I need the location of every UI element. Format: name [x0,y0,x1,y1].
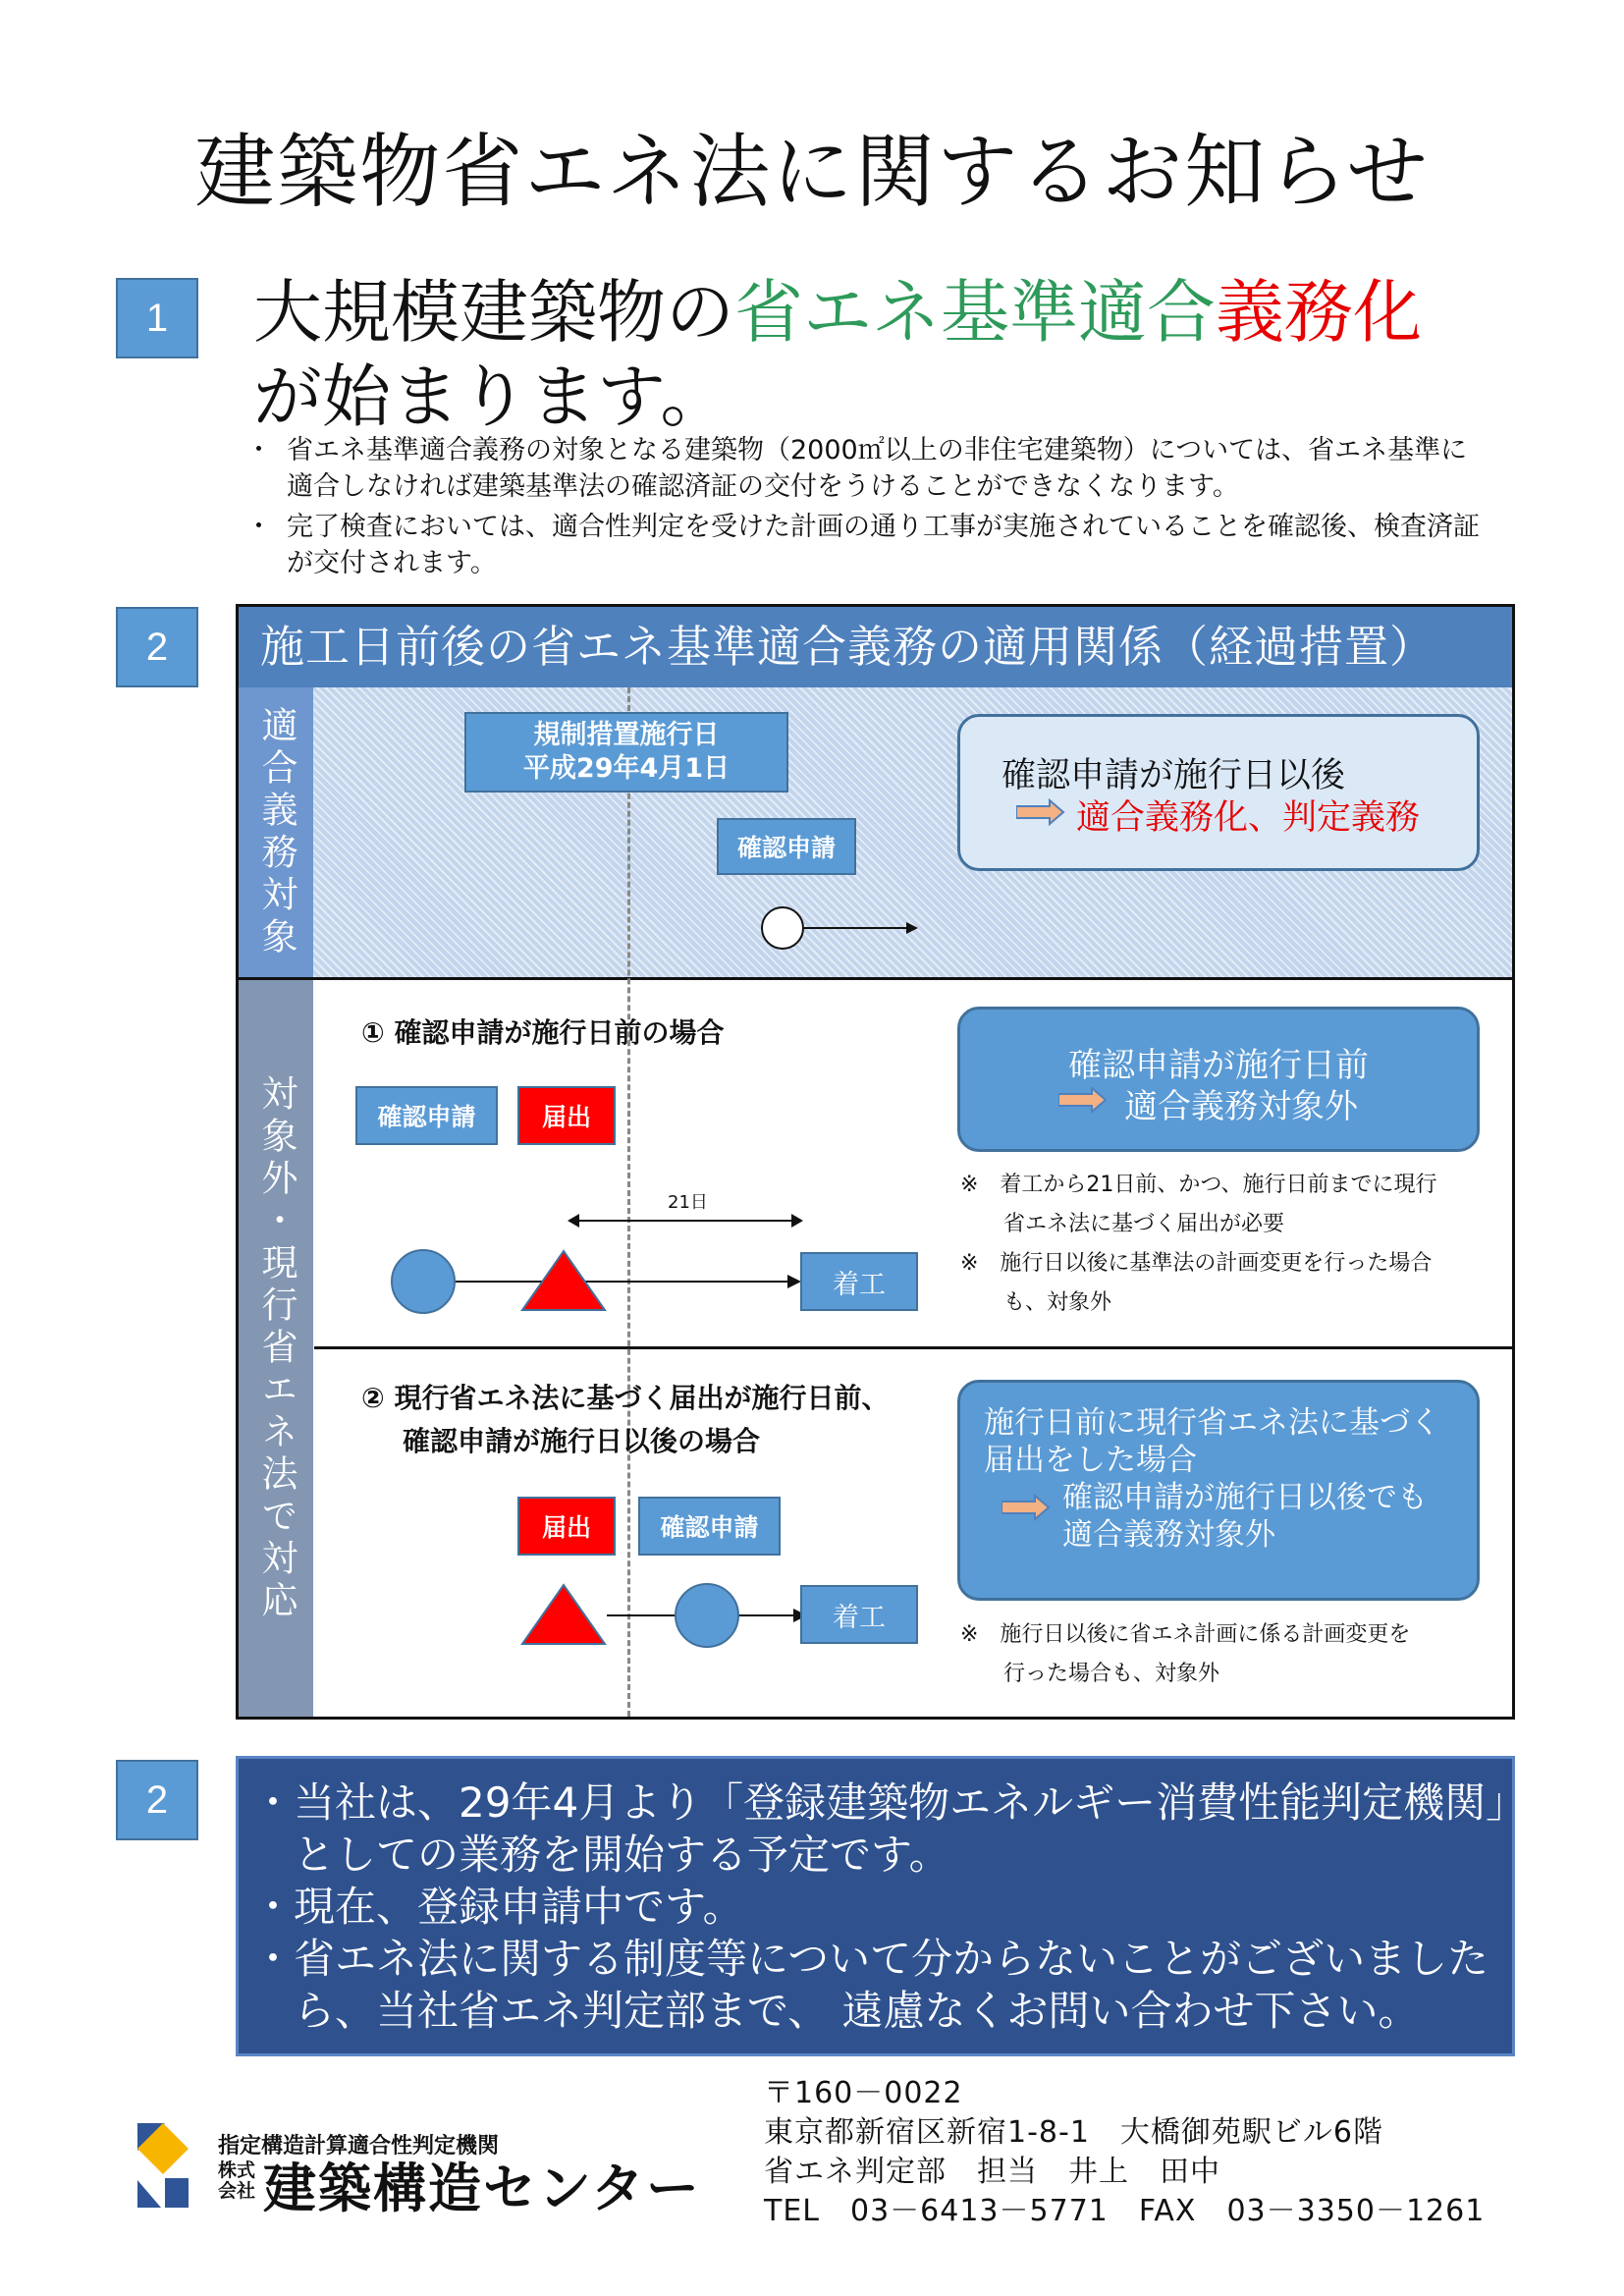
case2-notes [960,1615,1410,1694]
result-case1-line2: 適合義務対象外 [1124,1087,1358,1126]
arrow-right-icon [804,918,918,938]
result-case1-line1: 確認申請が施行日前 [1068,1046,1369,1085]
notice-line: ・現在、登録申請中です。 [252,1883,744,1931]
construction-start-box: 着工 [800,1585,918,1644]
application-box: 確認申請 [638,1497,781,1556]
result-case2-line: 施行日前に現行省エネ法に基づく [984,1405,1440,1441]
headline-part-red: 義務化 [1216,272,1422,353]
application-box: 確認申請 [355,1086,498,1145]
note-line: も、対象外 [960,1290,1112,1315]
address: 東京都新宿区新宿1-8-1 大橋御苑駅ビル6階 [764,2115,1383,2150]
bullet-text: 省エネ基準適合義務の対象となる建築物（2000㎡以上の非住宅建築物）については、省エネ基準に適合しなければ建築基準法の確認済証の交付をうけることができなくなります。 [287,435,1468,502]
phone-fax: TEL 03－6413－5771 FAX 03－3350－1261 [764,2194,1486,2228]
bullet-item [245,432,1483,505]
case2-title-line: ② 現行省エネ法に基づく届出が施行日前、 [361,1382,890,1414]
headline-part-d: が始まります。 [253,356,730,437]
section1-bullets [245,432,1483,585]
arrow-right-icon [1001,1494,1051,1521]
case1-title: ① 確認申請が施行日前の場合 [361,1016,725,1049]
note-line: 省エネ法に基づく届出が必要 [960,1212,1285,1236]
notice-line: としての業務を開始する予定です。 [252,1831,950,1879]
side-label-mandatory: 適合義務対象 [239,687,313,977]
divider [314,1346,1512,1349]
notification-box: 届出 [517,1086,616,1145]
result-case2-line: 適合義務対象外 [1062,1517,1275,1553]
side-label-exempt: 対象外・現行省エネ法で対応 [239,980,313,1717]
bullet-dot: ・ [245,512,272,542]
section1-headline [253,270,1530,439]
org-kabushiki: 株式会社 [218,2159,256,2202]
case2-title-line: 確認申請が施行日以後の場合 [403,1425,761,1457]
result-case2-text [984,1404,1440,1554]
result-box-line2: 適合義務化、判定義務 [1076,798,1421,838]
org-type-label: 指定構造計算適合性判定機関 [218,2134,500,2159]
construction-start-box: 着工 [800,1252,918,1311]
case2-title [361,1377,889,1463]
case1-notes [960,1166,1437,1323]
notice-line: ら、当社省エネ判定部まで、 遠慮なくお問い合わせ下さい。 [252,1987,1420,2035]
divider [239,977,1512,980]
days-label: 21日 [668,1192,708,1213]
headline-part-green: 省エネ基準適合 [734,272,1216,353]
bullet-item [245,509,1483,581]
bullet-text: 完了検査においては、適合性判定を受けた計画の通り工事が実施されていることを確認後、検査済証が交付されます。 [287,512,1480,578]
result-box-line1: 確認申請が施行日以後 [1001,756,1346,795]
note-line: ※ 施行日以後に省エネ計画に係る計画変更を [960,1622,1411,1647]
bullet-dot: ・ [245,435,272,465]
page-title: 建築物省エネ法に関するお知らせ [194,126,1430,219]
note-line: ※ 施行日以後に基準法の計画変更を行った場合 [960,1251,1433,1276]
timeline-case1 [389,1247,821,1316]
notice-line: ・省エネ法に関する制度等について分からないことがございました [252,1935,1489,1983]
company-logo-icon [135,2121,190,2210]
arrow-right-icon [1058,1086,1108,1114]
arrow-right-icon [1016,798,1065,826]
diagram-title-bar: 施工日前後の省エネ基準適合義務の適用関係（経過措置） [239,607,1512,687]
headline-part-a: 大規模建築物の [253,272,734,353]
section-number-1: 1 [116,278,198,358]
timeline-case2 [520,1581,815,1650]
postal-code: 〒160－0022 [764,2076,963,2110]
application-box: 確認申請 [717,818,856,875]
effective-date-label: 規制措置施行日 [533,720,720,750]
section-number-3: 2 [116,1760,198,1840]
effective-date-box [464,712,788,793]
notice-line: ・当社は、29年4月より「登録建築物エネルギー消費性能判定機関」 [252,1778,1528,1827]
effective-date-line [627,687,630,1717]
note-line: ※ 着工から21日前、かつ、施行日前までに現行 [960,1173,1437,1197]
contact-block [764,2074,1485,2231]
effective-date-value: 平成29年4月1日 [522,753,731,784]
notice-box [236,1756,1528,2056]
note-line: 行った場合も、対象外 [960,1662,1220,1686]
org-name: 建築構造センター [263,2158,701,2219]
department: 省エネ判定部 担当 井上 田中 [764,2155,1220,2189]
application-circle [761,906,804,950]
result-case2-line: 確認申請が施行日以後でも [1062,1480,1428,1515]
section-number-2: 2 [116,607,198,687]
notification-box: 届出 [517,1497,616,1556]
result-case2-line: 届出をした場合 [984,1443,1197,1478]
double-arrow-icon [568,1211,803,1230]
